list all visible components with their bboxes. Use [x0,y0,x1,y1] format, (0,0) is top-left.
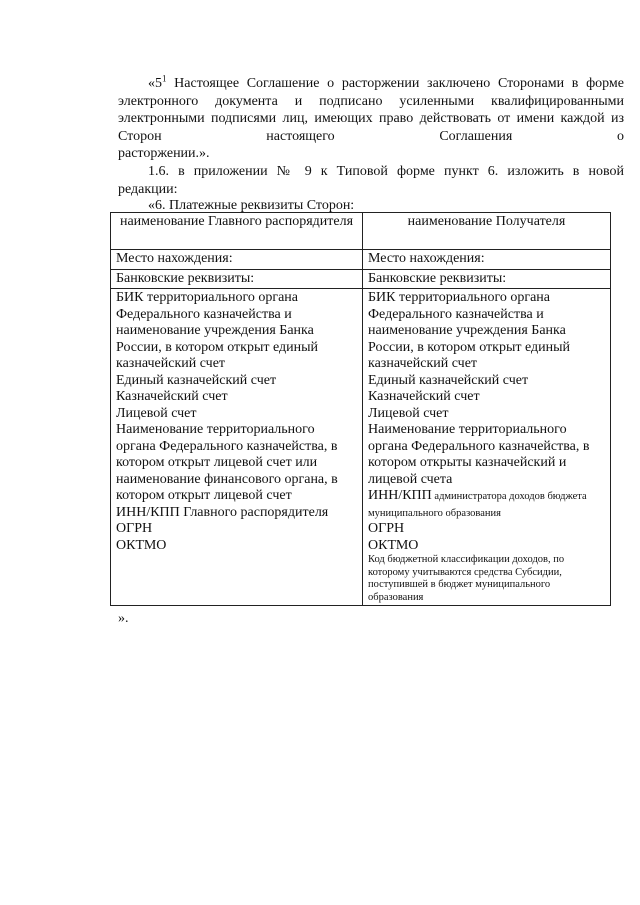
detail-line: ОГРН [116,521,153,536]
paragraph-1-6 [118,163,624,181]
detail-line: Единый казначейский счет [116,372,277,388]
detail-line: ОКТМО [368,537,419,553]
bank-left: Банковские реквизиты: [111,269,363,289]
detail-line: органа Федерального казначейства, в [116,438,338,454]
table-header-row [111,213,611,250]
detail-line: ОКТМО [116,537,167,553]
detail-line: котором открыт лицевой счет или [116,455,318,470]
inn-kpp-line [368,488,605,521]
detail-line: БИК территориального органа [116,290,298,305]
header-main-manager: наименование Главного распорядителя [111,213,363,250]
clause-superscript: 1 [162,73,167,84]
paragraph-line: расторжении.». [118,146,210,161]
detail-line: Наименование территориального [116,422,315,437]
detail-line: котором открыт лицевой счет [116,488,292,503]
table-row-location [111,250,611,270]
payment-details-table [110,212,611,606]
paragraph-line: Настоящее Соглашение о расторжении заключено Сторонами в [166,76,579,91]
details-left [111,289,363,606]
detail-line: России, в котором открыт единый [116,339,319,355]
paragraph-line: 1.6. в приложении № 9 к Типовой форме пункт 6. изложить в новой [148,164,624,179]
inn-kpp-note: администратора доходов бюджета муниципального образования [368,491,587,519]
paragraph-line: форме электронного документа и подписано усиленными [118,76,624,109]
detail-line: лицевой счета [368,471,453,487]
detail-line: Федерального казначейства и [116,306,292,322]
detail-line: казначейский счет [368,356,478,371]
paragraph-5-1-end [118,145,624,163]
paragraph-line: действовать от имени каждой из Сторон настоящего Соглашения о [118,111,625,144]
detail-line: России, в котором открыт единый [368,339,571,355]
detail-line: наименование учреждения Банка [116,323,314,338]
detail-line: Единый казначейский счет [368,372,529,388]
location-right: Место нахождения: [363,250,611,270]
table-row-bank [111,269,611,289]
section-title: «6. Платежные реквизиты Сторон: [148,198,355,213]
header-recipient: наименование Получателя [363,213,611,250]
paragraph-5-1 [118,75,624,145]
detail-line: казначейский счет [116,356,226,371]
detail-line: наименование учреждения Банка [368,323,566,338]
paragraph-line: квалифицированными электронными подписями лиц, имеющих право [118,93,625,126]
detail-line: наименование финансового органа, в [116,471,338,487]
table-row-details [111,289,611,606]
detail-line: органа Федерального казначейства, в [368,438,590,454]
clause-number: «5 [148,76,162,91]
detail-line: Лицевой счет [368,405,449,421]
detail-line: Казначейский счет [116,389,228,404]
detail-line: Федерального казначейства и [368,306,544,322]
detail-line: Наименование территориального [368,422,567,437]
detail-line: ИНН/КПП Главного распорядителя [116,504,329,520]
detail-line: котором открыты казначейский и [368,455,567,470]
closing-quote: ». [118,611,129,626]
kbk-line: Код бюджетной классификации доходов, по которому учитываются средства Субсидии, поступившей в бюджет муниципального образования [368,554,565,603]
paragraph-line: редакции: [118,182,178,197]
details-right [363,289,611,606]
detail-line: Лицевой счет [116,405,197,421]
inn-kpp-label: ИНН/КПП [368,488,432,503]
location-left: Место нахождения: [111,250,363,270]
bank-right: Банковские реквизиты: [363,269,611,289]
detail-line: БИК территориального органа [368,290,550,305]
detail-line: Казначейский счет [368,389,480,404]
paragraph-1-6-end [118,181,624,199]
detail-line: ОГРН [368,521,405,536]
